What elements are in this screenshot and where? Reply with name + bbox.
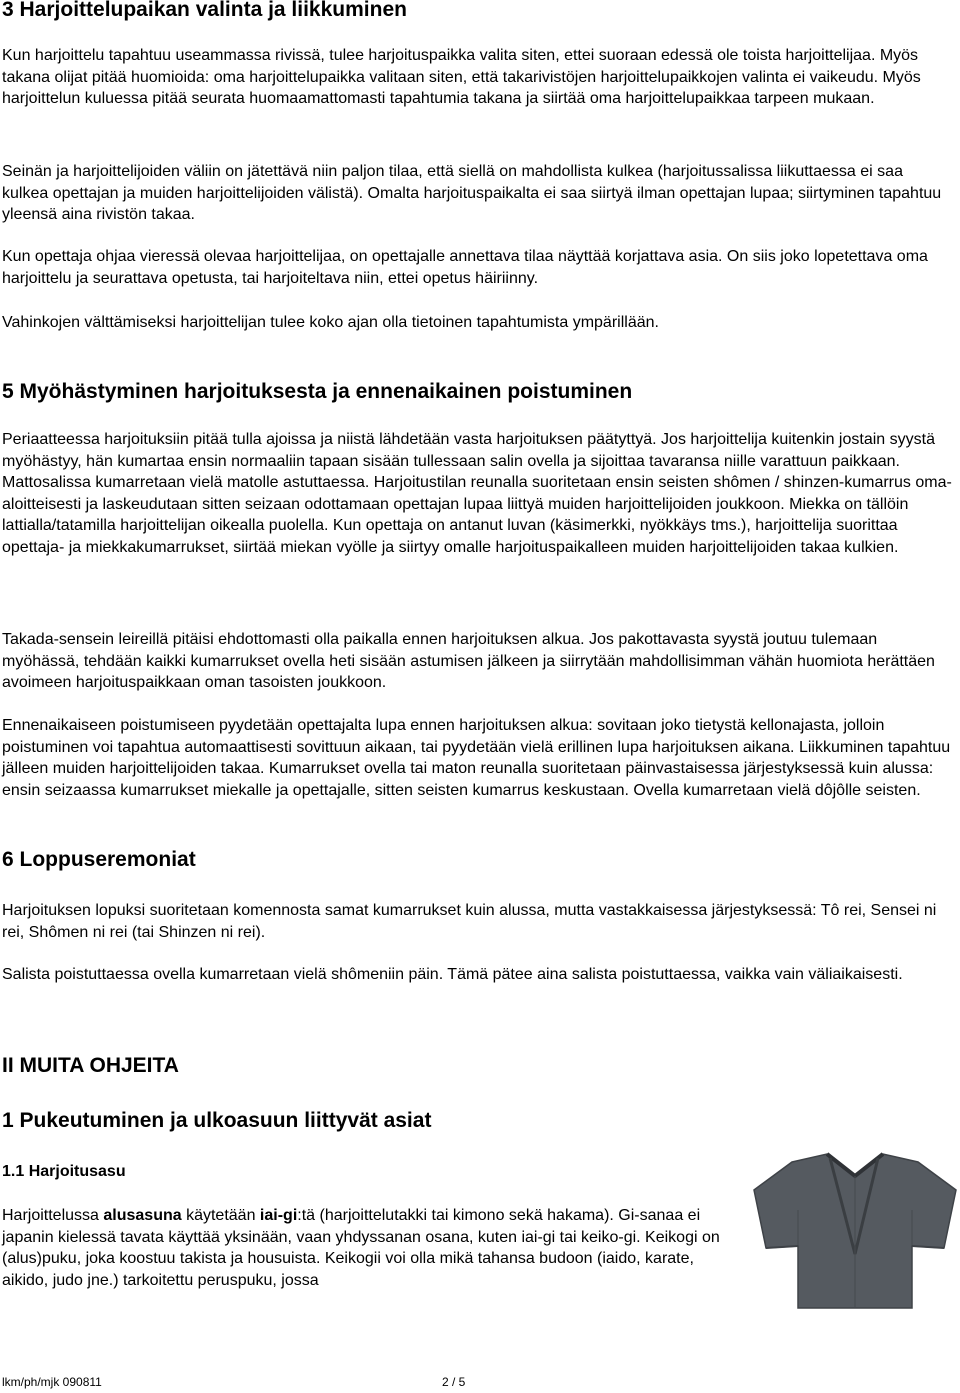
section-heading-1: 1 Pukeutuminen ja ulkoasuun liittyvät asiat	[2, 1109, 432, 1132]
text-run: Harjoittelussa	[2, 1207, 104, 1224]
text-run: käytetään	[181, 1207, 260, 1224]
paragraph: Takada-sensein leireillä pitäisi ehdottomasti olla paikalla ennen harjoituksen alkua. Jos pakottavasta syystä joutuu tulemaan myöhässä, tehdään kaikki kumarrukset ovella heti sisään astumisen jälkeen ja siirrytään mahdollisimman vähän huomiota herättäen avoimeen harjoituspaikkaan oman tasoisten joukkoon.	[2, 631, 935, 691]
bold-term-alusasuna: alusasuna	[103, 1207, 182, 1224]
paragraph: Vahinkojen välttämiseksi harjoittelijan tulee koko ajan olla tietoinen tapahtumista ympärillään.	[2, 314, 659, 331]
part-heading-ii: II MUITA OHJEITA	[2, 1054, 179, 1077]
section-heading-3: 3 Harjoittelupaikan valinta ja liikkuminen	[2, 0, 407, 21]
paragraph: Ennenaikaiseen poistumiseen pyydetään opettajalta lupa ennen harjoituksen alkua: sovitaan joko tietystä kellonajasta, jolloin poistuminen voi tapahtua automaattisesti sovittuun aikaan, tai pyydetään vielä erillinen lupa harjoituksen aikana. Liikkuminen tapahtuu jälleen muiden harjoittelijoiden takaa. Kumarrukset ovella tai maton reunalla suoritetaan päinvastaisessa järjestyksessä kuin alussa: ensin seizaassa kumarrukset miekalle ja opettajalle, sitten seisten kumarrus keskustaan. Ovella kumarretaan vielä dôjôlle seisten.	[2, 717, 951, 799]
paragraph: Kun opettaja ohjaa vieressä olevaa harjoittelijaa, on opettajalle annettava tilaa näyttää korjattava asia. On siis joko lopetettava oma harjoittelu ja seurattava opetusta, tai harjoiteltava niin, ettei opetus häiriinny.	[2, 248, 928, 287]
paragraph: Seinän ja harjoittelijoiden väliin on jätettävä niin paljon tilaa, että siellä on mahdollista kulkea (harjoitussalissa liikuttaessa ei saa kulkea opettajan ja muiden harjoittelijoiden välistä). Omalta harjoituspaikalta ei saa siirtyä ilman opettajan lupaa; siirtyminen tapahtuu yleensä aina rivistön takaa.	[2, 163, 942, 223]
paragraph: Harjoituksen lopuksi suoritetaan komennosta samat kumarrukset kuin alussa, mutta vastakkaisessa järjestyksessä: Tô rei, Sensei ni rei, Shômen ni rei (tai Shinzen ni rei).	[2, 902, 937, 941]
paragraph	[2, 1205, 742, 1291]
section-heading-6: 6 Loppuseremoniat	[2, 848, 196, 871]
paragraph: Salista poistuttaessa ovella kumarretaan vielä shômeniin päin. Tämä pätee aina salista poistuttaessa, vaikka vain väliaikaisesti.	[2, 966, 903, 983]
practice-jacket-image	[752, 1150, 958, 1315]
page-number: 2 / 5	[442, 1375, 466, 1389]
paragraph: Periaatteessa harjoituksiin pitää tulla ajoissa ja niistä lähdetään vasta harjoituksen päätyttyä. Jos harjoittelija kuitenkin jostain syystä myöhästyy, hän kumartaa ensin normaaliin tapaan sisään tullessaan salin ovella ja sijoittaa tavaransa niille varattuun paikkaan. Mattosalissa kumarretaan vielä matolle astuttaessa. Harjoitustilan reunalla suoritetaan ensin seisten shômen / shinzen-kumarrus oma-aloitteisesti ja laskeudutaan sitten seizaan odottamaan opettajan lupaa liittyä muiden harjoittelijoiden joukkoon. Miekka on tällöin lattialla/tatamilla harjoittelijan oikealla puolella. Kun opettaja on antanut luvan (käsimerkki, nyökkäys tms.), harjoittelija suorittaa opettaja- ja miekkakumarrukset, siirtää miekan vyölle ja siirtyy omalle harjoituspaikalleen muiden harjoittelijoiden takaa kulkien.	[2, 431, 952, 556]
footer-reference: lkm/ph/mjk 090811	[2, 1375, 102, 1389]
paragraph: Kun harjoittelu tapahtuu useammassa rivissä, tulee harjoituspaikka valita siten, ettei suoraan edessä ole toista harjoittelijaa. Myös takana olijat pitää huomioida: oma harjoittelupaikka valitaan siten, että takarivistöjen harjoittelupaikkojen valinta ei vaikeudu. Myös harjoittelun kuluessa pitää seurata huomaamattomasti tapahtumia takana ja siirtää oma harjoittelupaikkaa tarpeen mukaan.	[2, 47, 921, 107]
subsection-heading-1-1: 1.1 Harjoitusasu	[2, 1163, 126, 1180]
text-run: :tä (harjoittelutakki tai kimono sekä hakama). Gi-sanaa ei japanin kielessä tavata käyttää yksinään, vaan yhdyssanan osana, kuten iai-gi tai keiko-gi. Keikogi on (alus)puku, joka koostuu takista ja housuista. Keikogii voi olla mikä tahansa budoon (iaido, karate, aikido, judo jne.) tarkoitettu peruspuku, jossa	[2, 1207, 720, 1289]
bold-term-iai-gi: iai-gi	[259, 1207, 298, 1224]
jacket-shape	[754, 1154, 956, 1308]
section-heading-5: 5 Myöhästyminen harjoituksesta ja ennenaikainen poistuminen	[2, 380, 633, 403]
